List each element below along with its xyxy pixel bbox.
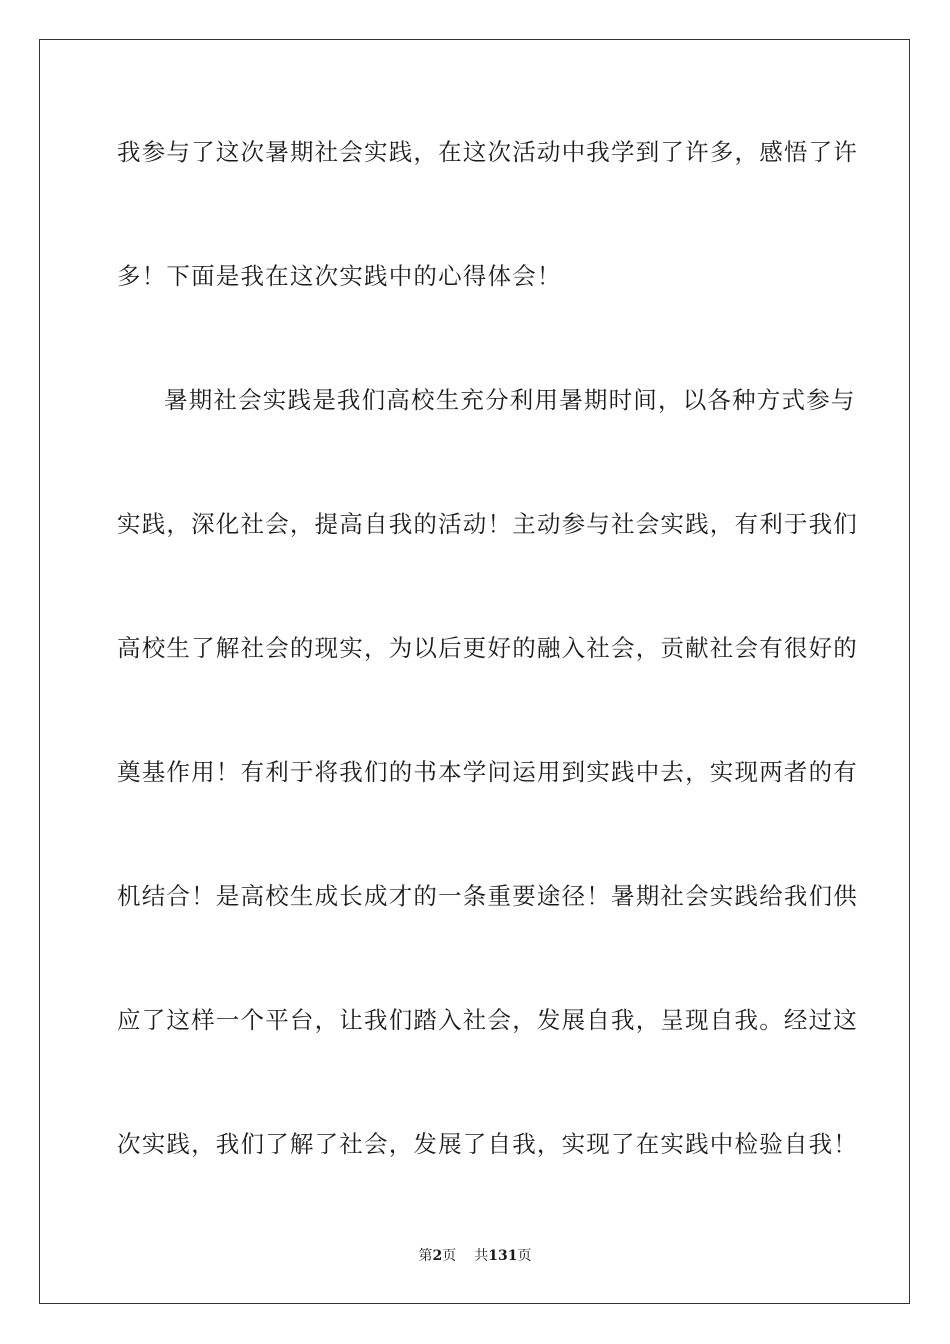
text-line-4: 实践，深化社会，提高自我的活动！主动参与社会实践，有利于我们	[117, 510, 858, 538]
text-line-1: 我参与了这次暑期社会实践，在这次活动中我学到了许多，感悟了许	[117, 138, 858, 166]
total-suffix: 页	[517, 1248, 532, 1264]
text-line-9: 次实践，我们了解了社会，发展了自我，实现了在实践中检验自我！	[117, 1130, 858, 1158]
page-footer	[0, 1245, 950, 1265]
total-prefix: 共	[474, 1248, 489, 1264]
text-line-6: 奠基作用！有利于将我们的书本学问运用到实践中去，实现两者的有	[117, 758, 858, 786]
total-pages: 131	[488, 1248, 518, 1264]
page-prefix: 第	[418, 1248, 433, 1264]
text-line-8: 应了这样一个平台，让我们踏入社会，发展自我，呈现自我。经过这	[117, 1006, 858, 1034]
text-line-5: 高校生了解社会的现实，为以后更好的融入社会，贡献社会有很好的	[117, 634, 858, 662]
document-body	[117, 121, 858, 1237]
text-line-7: 机结合！是高校生成长成才的一条重要途径！暑期社会实践给我们供	[117, 882, 858, 910]
page-suffix: 页	[442, 1248, 457, 1264]
page-number: 2	[432, 1248, 443, 1264]
text-line-2: 多！下面是我在这次实践中的心得体会！	[117, 262, 562, 290]
text-line-3: 暑期社会实践是我们高校生充分利用暑期时间，以各种方式参与	[164, 386, 856, 414]
